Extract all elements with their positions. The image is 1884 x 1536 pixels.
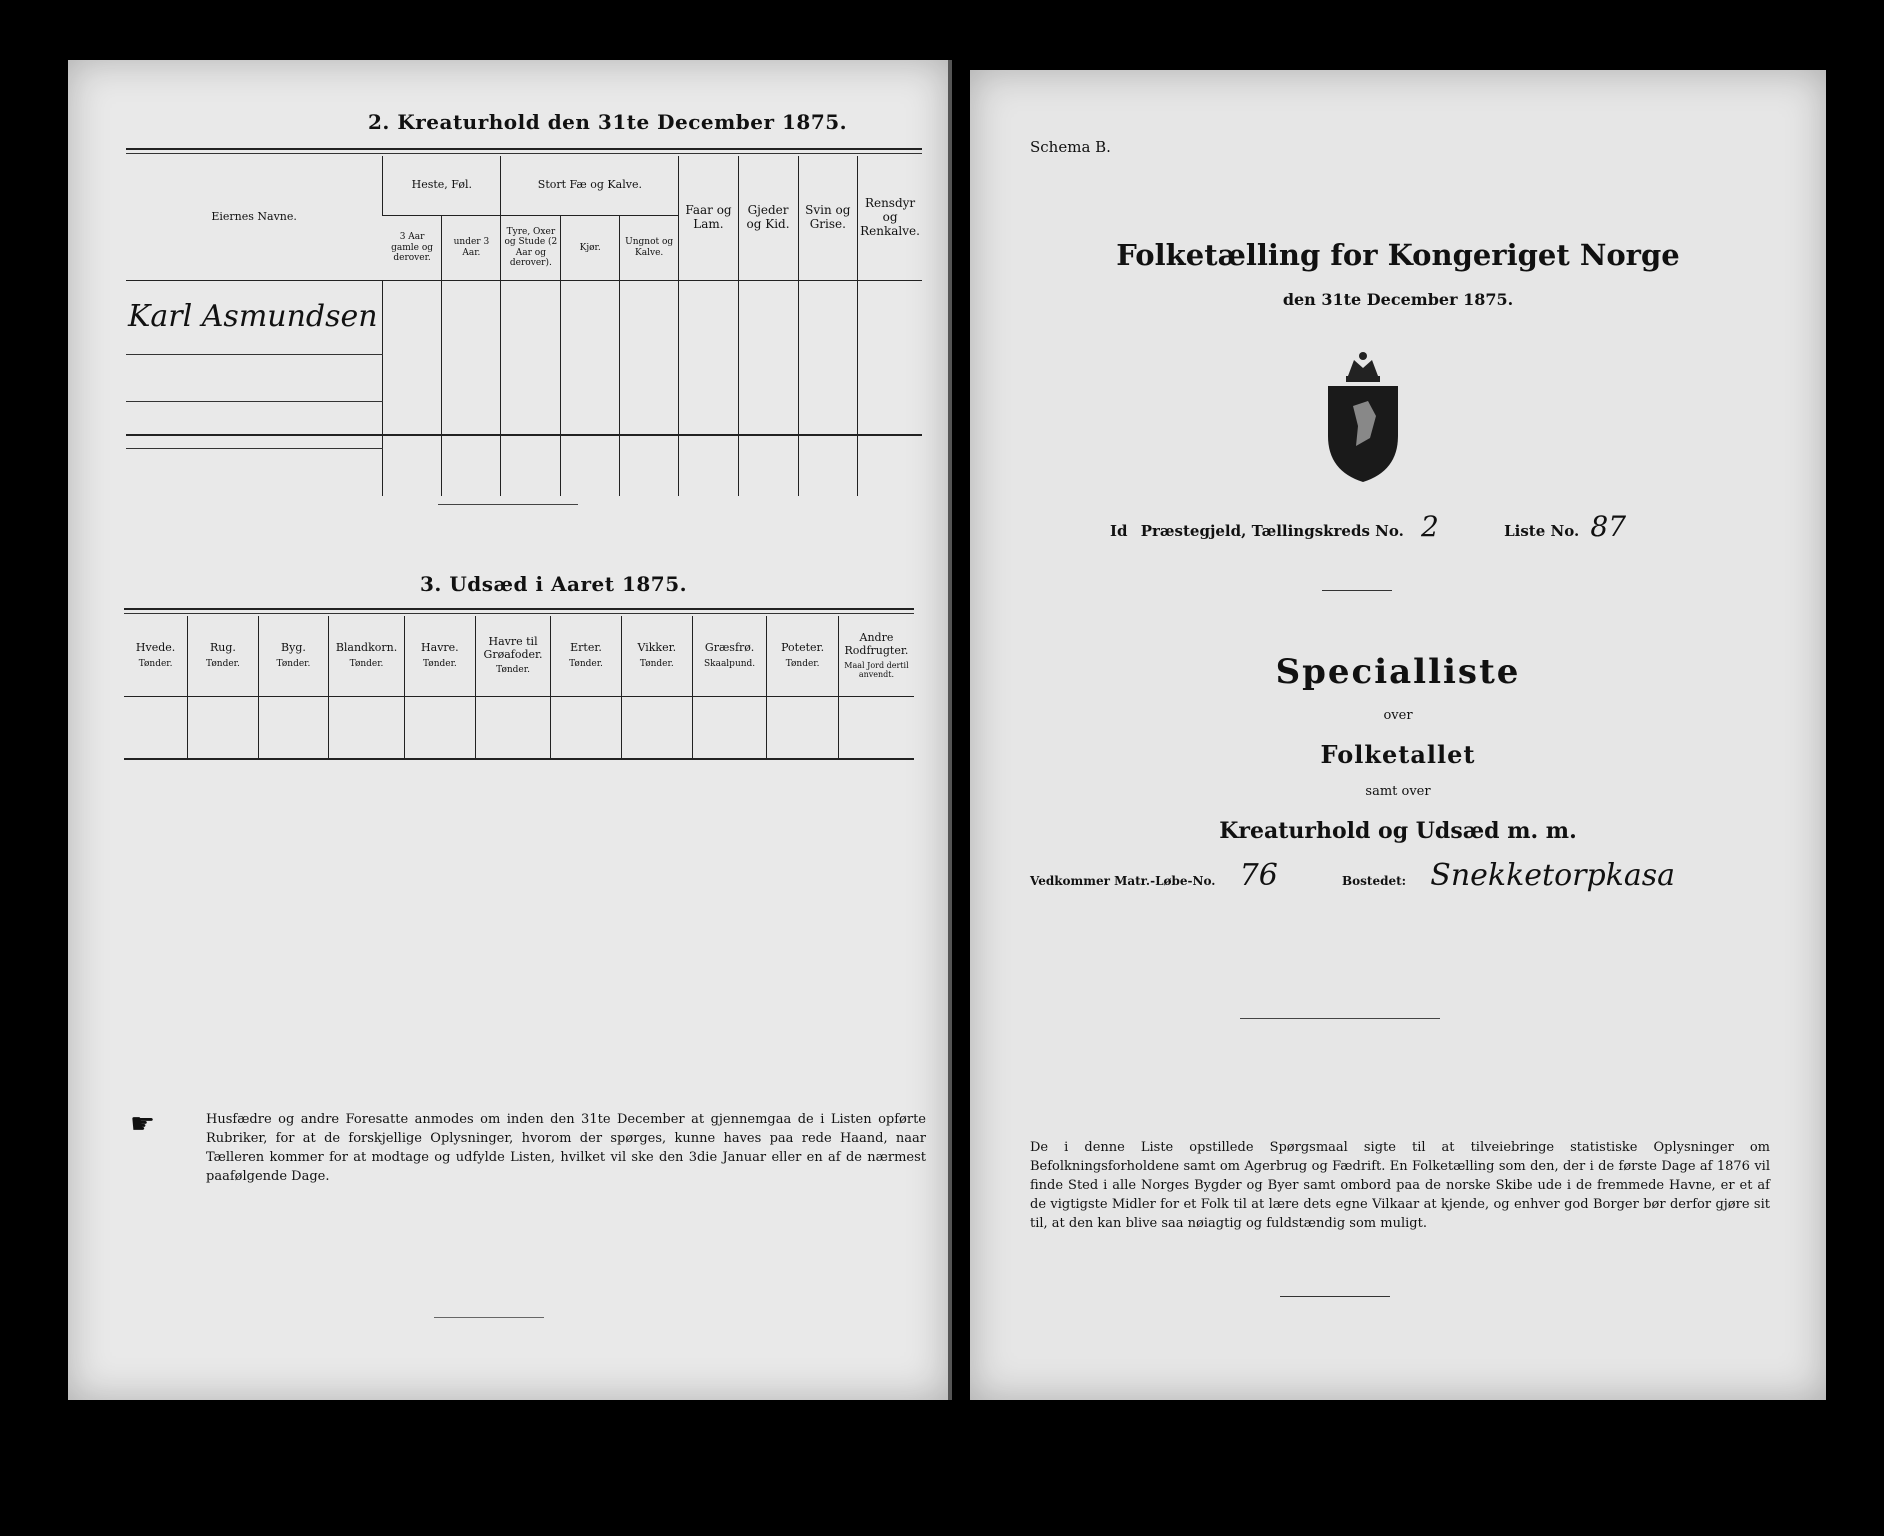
krets-label: Tællingskreds No.	[1251, 522, 1404, 540]
horses-group-header: Heste, Føl.	[383, 156, 501, 216]
col-oats-unit: Tønder.	[422, 658, 457, 669]
sowing-bottom-rule	[124, 758, 914, 760]
col-pigs-header: Svin og Grise.	[798, 156, 858, 280]
col-peas-unit: Tønder.	[569, 658, 603, 669]
over-text: over	[1383, 708, 1413, 723]
col-vetch-header: Vikker.	[637, 641, 677, 655]
col-goats-header: Gjeder og Kid.	[738, 156, 798, 280]
matr-line	[1030, 858, 1790, 893]
main-title: Folketælling for Kongeriget Norge	[1116, 238, 1680, 272]
col-vetch-unit: Tønder.	[639, 658, 674, 669]
col-wheat-header: Hvede.	[135, 641, 176, 655]
col-potatoes-unit: Tønder.	[785, 658, 820, 669]
coat-of-arms-icon	[1318, 346, 1408, 486]
col-horses-young-header: under 3 Aar.	[442, 216, 501, 281]
col-oats-header: Havre.	[421, 641, 459, 655]
col-barley-unit: Tønder.	[276, 658, 311, 669]
livestock-table	[126, 156, 922, 496]
district-line	[1110, 510, 1710, 543]
sowing-table	[124, 616, 914, 758]
cattle-group-header: Stort Fæ og Kalve.	[501, 156, 679, 216]
col-grass-seed-unit: Skaalpund.	[703, 658, 756, 669]
col-mixed-grain-header: Blandkorn.	[335, 641, 398, 655]
col-horses-old-header: 3 Aar gamle og derover.	[391, 232, 434, 263]
livestock-title: 2. Kreaturhold den 31te December 1875.	[368, 110, 848, 134]
col-peas-header: Erter.	[570, 641, 602, 655]
pointing-hand-icon: ☛	[130, 1107, 156, 1140]
sowing-top-rule	[124, 608, 914, 610]
samt-over-text: samt over	[1365, 784, 1431, 799]
table-top-rule	[126, 148, 922, 150]
table-row	[124, 696, 914, 758]
bosted-value: Snekketorpkasa	[1430, 858, 1676, 893]
matr-value: 76	[1239, 858, 1278, 893]
table-row	[126, 449, 922, 496]
separator-line	[1322, 590, 1392, 591]
table-bottom-rule	[126, 434, 922, 436]
col-mixed-grain-unit: Tønder.	[349, 658, 384, 669]
separator-line	[438, 504, 578, 505]
left-page	[68, 60, 952, 1400]
table-top-rule-2	[126, 153, 922, 154]
notice-paragraph: Husfædre og andre Foresatte anmodes om inden den 31te December at gjennemgaa de i Listen opførte Rubriker, for at de forskjellige Oplysninger, hvorom der spørges, kunne haves paa rede Haand, naar Tælleren kommer for at modtage og udfylde Listen, hvilket vil ske den 3die Januar eller en af de nærmest paafølgende Dage.	[206, 1112, 926, 1184]
col-young-cattle-header: Ungnot og Kalve.	[619, 216, 678, 281]
schema-label: Schema B.	[1030, 138, 1111, 156]
col-fodder-oats-header: Havre til Grøafoder.	[483, 635, 543, 661]
footer-separator	[1280, 1296, 1390, 1297]
col-sheep-header: Faar og Lam.	[679, 156, 738, 280]
kreatur-text: Kreaturhold og Udsæd m. m.	[1219, 818, 1577, 844]
liste-value: 87	[1590, 510, 1627, 543]
prestegjeld-label: Præstegjeld,	[1140, 522, 1247, 540]
main-subtitle: den 31te December 1875.	[1282, 290, 1514, 309]
sowing-title: 3. Udsæd i Aaret 1875.	[420, 572, 688, 596]
col-bulls-header: Tyre, Oxer og Stude (2 Aar og derover).	[501, 216, 561, 281]
krets-value: 2	[1421, 510, 1439, 543]
col-grass-seed-header: Græsfrø.	[704, 641, 755, 655]
matr-label: Vedkommer Matr.-Løbe-No.	[1030, 874, 1216, 888]
col-rye-header: Rug.	[209, 641, 236, 655]
footer-separator	[434, 1317, 544, 1318]
owner-name: Karl Asmundsen	[128, 299, 378, 335]
liste-label: Liste No.	[1504, 522, 1580, 540]
sowing-top-rule-2	[124, 613, 914, 614]
col-reindeer-header: Rensdyr og Renkalve.	[858, 156, 922, 280]
separator-line-2	[1240, 1018, 1440, 1019]
owner-header: Eiernes Navne.	[211, 210, 297, 224]
col-root-crops-header: Andre Rodfrugter.	[844, 631, 909, 657]
col-wheat-unit: Tønder.	[138, 658, 173, 669]
table-row	[126, 402, 922, 449]
col-root-crops-unit: Maal Jord dertil anvendt.	[844, 661, 909, 680]
right-page	[970, 70, 1826, 1400]
footer-paragraph: De i denne Liste opstillede Spørgsmaal sigte til at tilveiebringe statistiske Oplysninger om Befolkningsforholdene samt om Agerbrug og Fædrift. En Folketælling som den, der i de første Dage af 1876 vil finde Sted i alle Norges Bygder og Byer samt ombord paa de norske Skibe ude i de fremmede Havne, er et af de vigtigste Midler for et Folk til at lære dets egne Vilkaar at kjende, og enhver god Borger bør derfor gjøre sit til, at den kan blive saa nøiagtig og fuldstændig som muligt.	[1030, 1140, 1770, 1231]
folketallet-text: Folketallet	[1320, 740, 1476, 769]
col-potatoes-header: Poteter.	[781, 641, 825, 655]
bosted-label: Bostedet:	[1342, 874, 1407, 888]
special-title: Specialliste	[1275, 652, 1521, 692]
col-barley-header: Byg.	[281, 641, 306, 655]
col-rye-unit: Tønder.	[206, 658, 240, 669]
col-fodder-oats-unit: Tønder.	[496, 665, 530, 676]
prestegjeld-value: Id	[1110, 522, 1128, 540]
col-cows-header: Kjør.	[561, 216, 620, 281]
table-row	[126, 280, 922, 354]
table-row	[126, 355, 922, 402]
